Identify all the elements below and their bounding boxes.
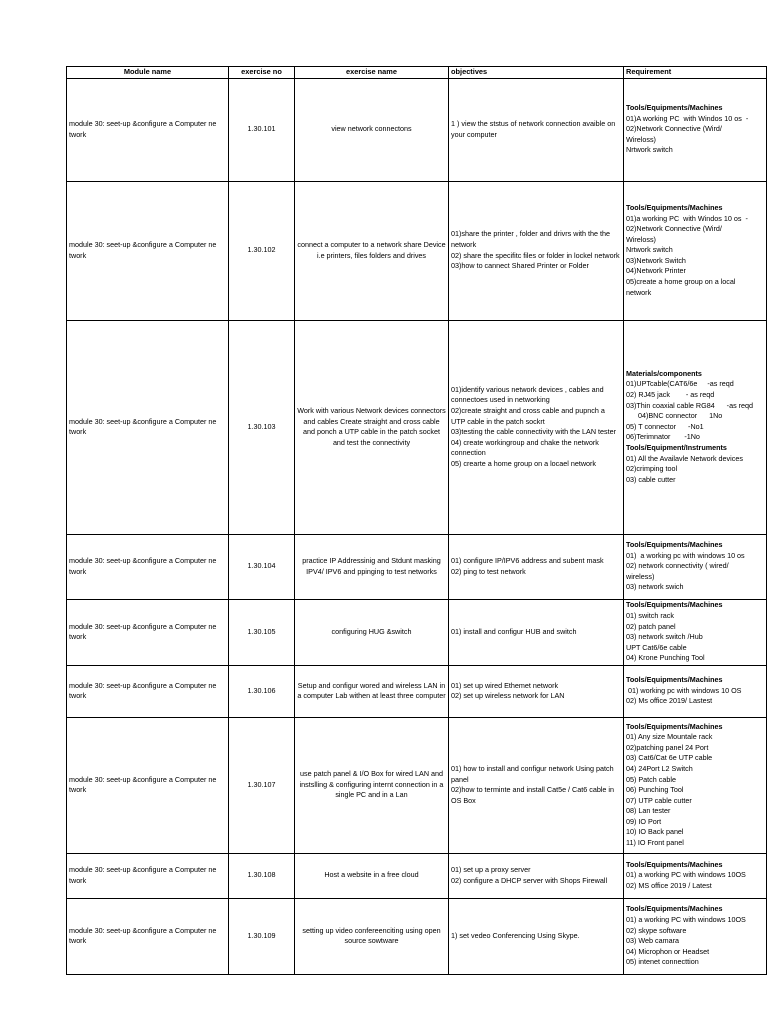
requirement-item: 02)patching panel 24 Port (626, 742, 709, 752)
requirement-item: 02)Network Connective (Wird/ (626, 124, 722, 134)
requirement-item: 08) Lan tester (626, 806, 671, 816)
exercise-name-cell: connect a computer to a network share Device i.e printers, files folders and drives (295, 181, 449, 320)
objectives-cell (449, 599, 624, 665)
module-name-cell: module 30: seet-up &configure a Computer ne twork (67, 78, 229, 181)
requirement-cell (624, 898, 767, 974)
requirement-heading: Materials/components (626, 368, 702, 378)
requirement-item: 03) cable cutter (626, 474, 676, 484)
exercise-name-cell: Host a website in a free cloud (295, 853, 449, 898)
requirement-item: 10) IO Back panel (626, 827, 684, 837)
objectives-cell (449, 78, 624, 181)
exercise-no-cell: 1.30.103 (229, 320, 295, 534)
requirement-item: 03)Network Switch (626, 255, 686, 265)
module-name-cell: module 30: seet-up &configure a Computer ne twork (67, 898, 229, 974)
table-row (67, 599, 767, 665)
objective-item: 01) install and configur HUB and switch (451, 626, 577, 636)
exercise-no-cell: 1.30.101 (229, 78, 295, 181)
requirement-item: 09) IO Port (626, 816, 662, 826)
requirement-heading: Tools/Equipments/Machines (626, 103, 723, 113)
exercise-no-cell: 1.30.107 (229, 717, 295, 853)
requirement-cell (624, 534, 767, 599)
requirement-item: Nrtwork switch (626, 245, 673, 255)
requirement-item: 03) network swich (626, 582, 684, 592)
requirement-item: 03) network switch /Hub (626, 632, 703, 642)
table-row (67, 853, 767, 898)
module-name-cell: module 30: seet-up &configure a Computer ne twork (67, 853, 229, 898)
requirement-item: 02) network connectivity ( wired/ (626, 561, 729, 571)
requirement-item: 01) All the Availavle Network devices (626, 453, 743, 463)
objective-item: 03)how to cannect Shared Printer or Folder (451, 261, 589, 271)
module-name-cell: module 30: seet-up &configure a Computer ne twork (67, 599, 229, 665)
requirement-item: Wireloss) (626, 234, 656, 244)
requirement-item: 01)UPTcable(CAT6/6e -as reqd (626, 379, 734, 389)
requirement-heading: Tools/Equipments/Machines (626, 859, 723, 869)
exercise-no-cell: 1.30.108 (229, 853, 295, 898)
requirement-heading: Tools/Equipments/Machines (626, 600, 723, 610)
table-row (67, 898, 767, 974)
requirement-item: 02) MS office 2019 / Latest (626, 880, 712, 890)
module-name-cell: module 30: seet-up &configure a Computer ne twork (67, 717, 229, 853)
header-requirement: Requirement (624, 67, 767, 79)
header-objectives: objectives (449, 67, 624, 79)
requirement-item: 05) Patch cable (626, 774, 676, 784)
objective-item: 05) crearte a home group on a locael network (451, 458, 597, 468)
requirement-item: 02)crimping tool (626, 464, 678, 474)
requirement-item: 02) patch panel (626, 621, 676, 631)
requirement-item: network (626, 287, 652, 297)
requirement-heading: Tools/Equipments/Machines (626, 675, 723, 685)
requirement-item: 05) T connector -No1 (626, 421, 704, 431)
requirement-cell (624, 181, 767, 320)
requirement-cell (624, 853, 767, 898)
table-row (67, 717, 767, 853)
objectives-cell (449, 717, 624, 853)
exercise-name-cell: Work with various Network devices connectors and cables Create straight and cross cable and ponch a UTP cable in the patch socket and test the connectivity (295, 320, 449, 534)
requirement-item: 03)Thin coaxial cable RG84 -as reqd (626, 400, 754, 410)
requirement-item: 04)BNC connector 1No (626, 411, 723, 421)
exercise-no-cell: 1.30.105 (229, 599, 295, 665)
requirement-item: Nrtwork switch (626, 145, 673, 155)
requirement-item: 02) RJ45 jack - as reqd (626, 390, 715, 400)
requirement-item: 01) a working pc with windows 10 os (626, 550, 745, 560)
exercise-no-cell: 1.30.104 (229, 534, 295, 599)
requirement-heading: Tools/Equipments/Machines (626, 904, 723, 914)
requirement-cell (624, 599, 767, 665)
objective-item: 02) ping to test network (451, 566, 526, 576)
requirement-item: 04) Microphon or Headset (626, 946, 710, 956)
requirement-cell (624, 78, 767, 181)
objective-item: 01)identify various network devices , cables and connectoes used in networking (451, 384, 604, 405)
exercise-name-cell: use patch panel & I/O Box for wired LAN and instslling & configuring internt connection in a single PC and in a Lan (295, 717, 449, 853)
requirement-item: 01) switch rack (626, 610, 674, 620)
requirement-item: 03) Cat6/Cat 6e UTP cable (626, 753, 713, 763)
requirement-cell (624, 320, 767, 534)
requirement-item: Wireloss) (626, 134, 656, 144)
objective-item: 01) set up wired Ethemet network (451, 680, 559, 690)
objective-item: 01)share the printer , folder and drivrs with the the network (451, 229, 611, 249)
curriculum-table (66, 66, 767, 975)
header-module-name: Module name (67, 67, 229, 79)
objectives-cell (449, 665, 624, 717)
requirement-item: 04) Krone Punching Tool (626, 653, 705, 663)
module-name-cell: module 30: seet-up &configure a Computer ne twork (67, 320, 229, 534)
requirement-item: 07) UTP cable cutter (626, 795, 692, 805)
requirement-heading: Tools/Equipments/Machines (626, 721, 723, 731)
objective-item: 01) how to install and configur network Using patch panel (451, 763, 614, 784)
requirement-item: 01) working pc with windows 10 OS (626, 685, 742, 695)
requirement-item: 05) intenet connecttion (626, 957, 699, 967)
objective-item: 02) set up wireless network for LAN (451, 691, 565, 701)
exercise-no-cell: 1.30.109 (229, 898, 295, 974)
requirement-item: 11) IO Front panel (626, 838, 684, 848)
requirement-item: 02)Network Connective (Wird/ (626, 224, 722, 234)
requirement-item: 02) Ms office 2019/ Lastest (626, 696, 713, 706)
exercise-name-cell: view network connectons (295, 78, 449, 181)
objectives-cell (449, 898, 624, 974)
requirement-item: 04) 24Port L2 Switch (626, 763, 693, 773)
header-exercise-no: exercise no (229, 67, 295, 79)
table-row (67, 534, 767, 599)
exercise-no-cell: 1.30.106 (229, 665, 295, 717)
objective-item: 02)how to terminte and install Cat5e / Cat6 cable in OS Box (451, 785, 615, 805)
objectives-cell (449, 181, 624, 320)
requirement-item: 01) Any size Mountale rack (626, 732, 713, 742)
objectives-cell (449, 853, 624, 898)
requirement-item: 01) a working PC with windows 10OS (626, 914, 746, 924)
module-name-cell: module 30: seet-up &configure a Computer ne twork (67, 181, 229, 320)
objective-item: 01) configure IP/IPV6 address and subent mask (451, 556, 604, 565)
table-row (67, 78, 767, 181)
requirement-cell (624, 717, 767, 853)
exercise-name-cell: practice IP Addressinig and Stdunt masking IPV4/ IPV6 and ppinging to test networks (295, 534, 449, 599)
requirement-item: 06) Punching Tool (626, 785, 684, 795)
objective-item: 1) set vedeo Conferencing Using Skype. (451, 930, 580, 940)
requirement-cell (624, 665, 767, 717)
requirement-item: 04)Network Printer (626, 266, 686, 276)
requirement-item: 06)Terimnator -1No (626, 432, 700, 442)
requirement-item: UPT Cat6/6e cable (626, 642, 687, 652)
exercise-name-cell: configuring HUG &switch (295, 599, 449, 665)
table-header-row (67, 67, 767, 79)
requirement-subheading: Tools/Equipment/Instruments (626, 442, 727, 452)
requirement-heading: Tools/Equipments/Machines (626, 202, 723, 212)
objective-item: 02) share the specifitc files or folder in lockel network (451, 250, 620, 260)
table-row (67, 181, 767, 320)
exercise-no-cell: 1.30.102 (229, 181, 295, 320)
requirement-item: 05)create a home group on a local (626, 277, 736, 287)
requirement-heading: Tools/Equipments/Machines (626, 540, 723, 550)
objective-item: 1 ) view the ststus of network connection avaible on your computer (451, 119, 616, 139)
requirement-item: 01) a working PC with windows 10OS (626, 870, 746, 880)
table-row (67, 320, 767, 534)
objectives-cell (449, 534, 624, 599)
module-name-cell: module 30: seet-up &configure a Computer ne twork (67, 534, 229, 599)
objective-item: 02) configure a DHCP server with Shops Firewall (451, 875, 608, 885)
objective-item: 04) create workingroup and chake the network connection (451, 437, 599, 458)
objective-item: 01) set up a proxy server (451, 865, 531, 874)
exercise-name-cell: setting up video confereenciting using open source sowtware (295, 898, 449, 974)
header-exercise-name: exercise name (295, 67, 449, 79)
module-name-cell: module 30: seet-up &configure a Computer ne twork (67, 665, 229, 717)
exercise-name-cell: Setup and configur wored and wireless LAN in a computer Lab withen at least three computer (295, 665, 449, 717)
table-row (67, 665, 767, 717)
objectives-cell (449, 320, 624, 534)
requirement-item: 02) skype software (626, 925, 687, 935)
objective-item: 02)create straight and cross cable and pupnch a UTP cable in the patch sockrt (451, 405, 605, 426)
requirement-item: 03) Web camara (626, 936, 679, 946)
requirement-item: 01)a working PC with Windos 10 os - (626, 213, 748, 223)
requirement-item: 01)A working PC with Windos 10 os - (626, 113, 749, 123)
objective-item: 03)testing the cable connectivity with the LAN tester (451, 427, 617, 437)
requirement-item: wireless) (626, 571, 655, 581)
